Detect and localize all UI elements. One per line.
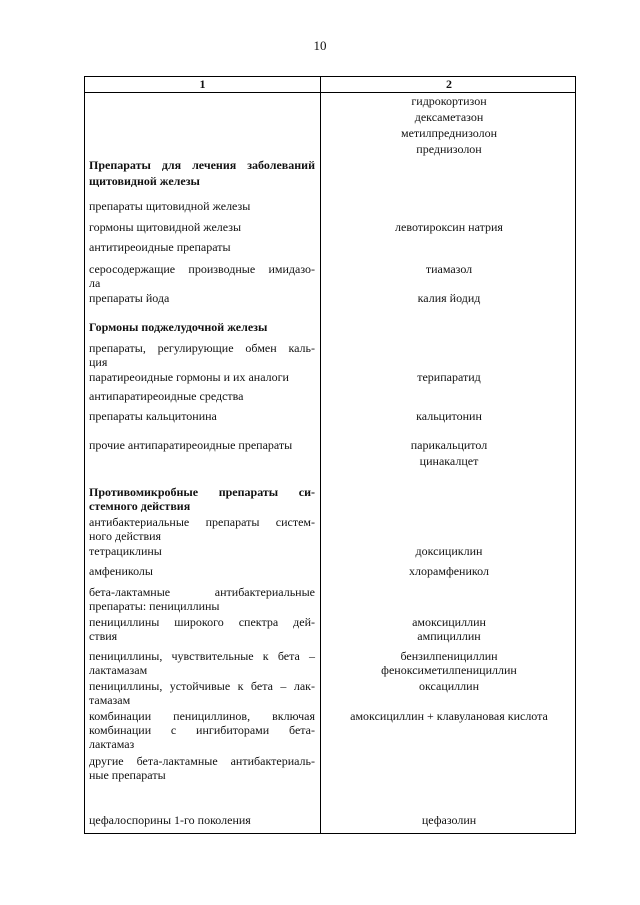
group-label: препараты кальцитонина <box>89 409 217 423</box>
group-label: другие бета-лактамные антибактериаль- <box>89 754 315 768</box>
drug-name: кальцитонин <box>416 409 482 423</box>
group-label: тамазам <box>89 693 131 707</box>
group-label: серосодержащие производные имидазо- <box>89 262 315 276</box>
drug-name: гидрокортизон <box>411 94 487 108</box>
drug-name: цинакалцет <box>419 454 479 468</box>
page-number: 10 <box>313 38 327 53</box>
group-label: лактамазам <box>89 663 148 677</box>
section-heading: Противомикробные препараты си- <box>89 485 315 499</box>
group-label: ного действия <box>89 529 162 543</box>
drug-name: амоксициллин + клавулановая кислота <box>350 709 548 723</box>
drug-name: бензилпенициллин <box>400 649 498 663</box>
drug-name: преднизолон <box>416 142 482 156</box>
group-label: пенициллины, устойчивые к бета – лак- <box>89 679 315 693</box>
section-heading: Гормоны поджелудочной железы <box>89 320 268 334</box>
group-label: пенициллины, чувствительные к бета – <box>89 649 315 663</box>
group-label: препараты щитовидной железы <box>89 199 251 213</box>
group-label: комбинации с ингибиторами бета- <box>89 723 315 737</box>
section-heading: стемного действия <box>89 499 191 513</box>
section-heading: Препараты для лечения заболеваний <box>89 158 315 172</box>
drug-name: терипаратид <box>417 370 481 384</box>
drug-name: феноксиметилпенициллин <box>381 663 517 677</box>
group-label: ные препараты <box>89 768 166 782</box>
group-label: препараты: пенициллины <box>89 599 220 613</box>
group-label: лактамаз <box>89 737 135 751</box>
drug-name: калия йодид <box>417 291 481 305</box>
drug-table <box>84 76 576 834</box>
drug-name: оксациллин <box>419 679 479 693</box>
drug-name: метилпреднизолон <box>400 126 498 140</box>
group-label: антитиреоидные препараты <box>89 240 231 254</box>
drug-name: тиамазол <box>425 262 473 276</box>
group-label: ция <box>89 355 108 369</box>
group-label: паратиреоидные гормоны и их аналоги <box>89 370 289 384</box>
group-label: цефалоспорины 1-го поколения <box>89 813 251 827</box>
group-label: пенициллины широкого спектра дей- <box>89 615 315 629</box>
group-label: амфениколы <box>89 564 153 578</box>
column-header-2: 2 <box>446 77 452 91</box>
section-heading: щитовидной железы <box>89 174 200 188</box>
group-label: прочие антипаратиреоидные препараты <box>89 438 293 452</box>
group-label: тетрациклины <box>89 544 162 558</box>
column-header-1: 1 <box>199 77 206 91</box>
drug-name: ампициллин <box>417 629 481 643</box>
drug-name: хлорамфеникол <box>409 564 489 578</box>
group-label: ствия <box>89 629 118 643</box>
group-label: ла <box>89 276 101 290</box>
group-label: бета-лактамные антибактериальные <box>89 585 315 599</box>
drug-name: цефазолин <box>421 813 477 827</box>
group-label: антипаратиреоидные средства <box>89 389 244 403</box>
group-label: антибактериальные препараты систем- <box>89 515 315 529</box>
drug-name: левотироксин натрия <box>395 220 503 234</box>
group-label: комбинации пенициллинов, включая <box>89 709 315 723</box>
drug-name: дексаметазон <box>414 110 484 124</box>
drug-name: амоксициллин <box>412 615 486 629</box>
group-label: препараты йода <box>89 291 170 305</box>
group-label: гормоны щитовидной железы <box>89 220 242 234</box>
drug-name: парикальцитол <box>410 438 488 452</box>
group-label: препараты, регулирующие обмен каль- <box>89 341 315 355</box>
drug-name: доксициклин <box>415 544 483 558</box>
